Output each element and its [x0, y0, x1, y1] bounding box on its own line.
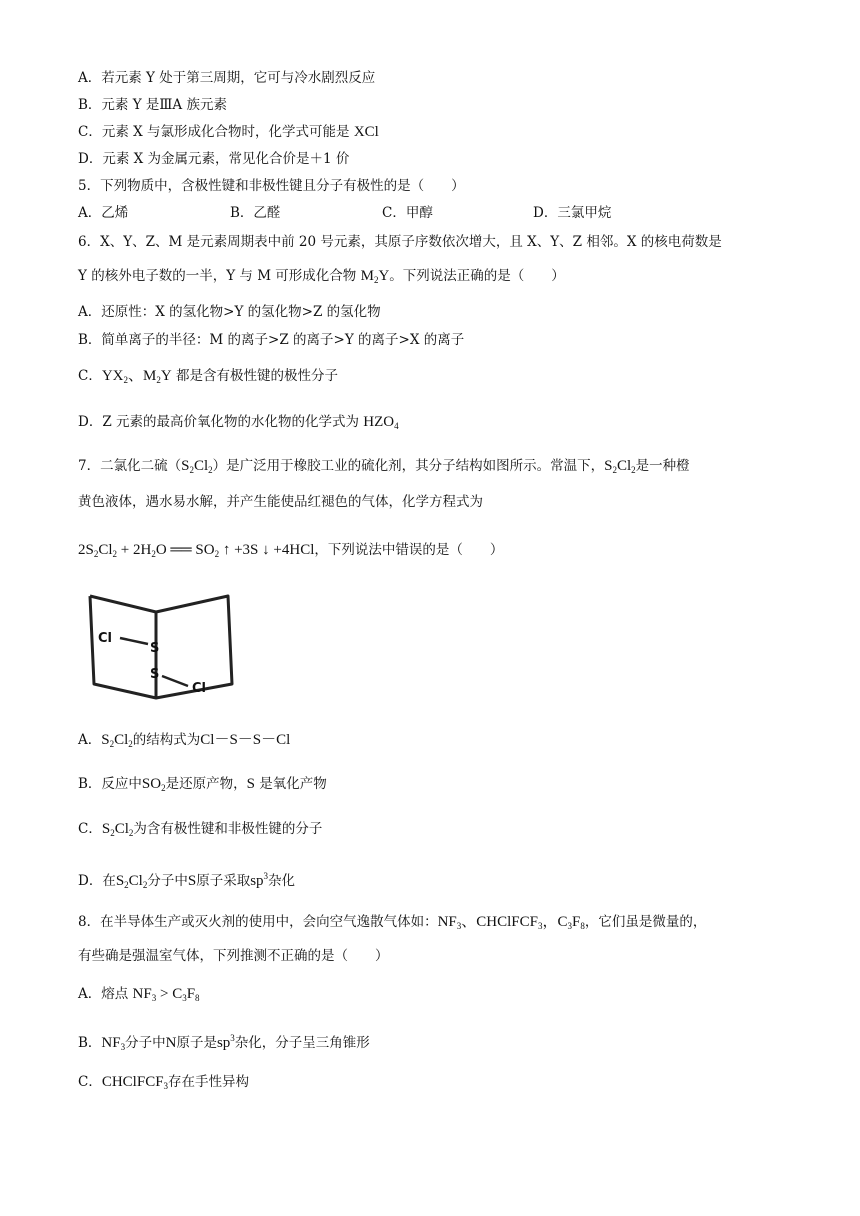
- q5-option-a: A．乙烯: [78, 205, 129, 221]
- q4-option-d: D．元素 X 为金属元素，常见化合价是＋1 价: [78, 151, 350, 167]
- q4-option-b: B．元素 Y 是ⅢA 族元素: [78, 97, 227, 113]
- q8-option-b: B．$NF_3$分子中N原子是$sp^3$杂化，分子呈三角锥形: [78, 1033, 370, 1052]
- q6-option-b: B．简单离子的半径：M 的离子>Z 的离子>Y 的离子>X 的离子: [78, 332, 465, 348]
- label-s-top: S: [150, 641, 160, 656]
- q7-option-b: B．反应中$SO_2$是还原产物，S 是氧化产物: [78, 776, 327, 793]
- q5-option-d: D．三氯甲烷: [533, 205, 612, 221]
- cl-s-bond-top: [120, 638, 148, 644]
- s2cl2-structure-figure: [80, 588, 240, 706]
- q5-option-c: C．甲醇: [382, 205, 433, 221]
- q7-equation: $2S_2Cl_2 + 2H_2O$ ══ $SO_2$ ↑ +3S ↓ +4HCl，下列说法中错误的是（ ）: [78, 542, 504, 559]
- label-cl-top: Cl: [98, 631, 112, 646]
- q6-stem-line2: Y 的核外电子数的一半，Y 与 M 可形成化合物 $M_2Y$。下列说法正确的是（ ）: [78, 268, 565, 285]
- q6-option-a: A．还原性：X 的氢化物>Y 的氢化物>Z 的氢化物: [78, 304, 381, 320]
- q6-option-c: C．$YX_2$、$M_2Y$ 都是含有极性键的极性分子: [78, 368, 338, 385]
- q4-option-c: C．元素 X 与氯形成化合物时，化学式可能是 XCl: [78, 124, 379, 140]
- q7-option-a: A．$S_2Cl_2$的结构式为Cl－S－S－Cl: [78, 732, 291, 749]
- q7-stem-line2: 黄色液体，遇水易水解，并产生能使品红褪色的气体，化学方程式为: [78, 494, 483, 510]
- q8-stem-line2: 有些确是强温室气体，下列推测不正确的是（ ）: [78, 948, 389, 964]
- q7-option-c: C．$S_2Cl_2$为含有极性键和非极性键的分子: [78, 821, 323, 838]
- q8-stem-line1: 8．在半导体生产或灭火剂的使用中，会向空气逸散气体如：$NF_3$、CHClFCF$_3$，$C_3F_8$，它们虽是微量的，: [78, 914, 707, 931]
- q8-option-a: A．熔点 $NF_3 > C_3F_8$: [78, 986, 200, 1003]
- q4-option-a: A．若元素 Y 处于第三周期，它可与冷水剧烈反应: [78, 70, 376, 86]
- q7-option-d: D．在$S_2Cl_2$分子中S原子采取$sp^3$杂化: [78, 871, 296, 890]
- q5-stem: 5．下列物质中，含极性键和非极性键且分子有极性的是（ ）: [78, 178, 465, 194]
- q6-stem-line1: 6．X、Y、Z、M 是元素周期表中前 20 号元素，其原子序数依次增大，且 X、Y、Z 相邻。X 的核电荷数是: [78, 234, 722, 250]
- s-cl-bond-bottom: [162, 676, 188, 686]
- q8-option-c: C．CHClFCF$_3$存在手性异构: [78, 1074, 250, 1091]
- label-s-bottom: S: [150, 667, 160, 682]
- q7-stem-line1: 7．二氯化二硫$(S_2Cl_2)$是广泛用于橡胶工业的硫化剂，其分子结构如图所示。常温下，$S_2Cl_2$是一种橙: [78, 458, 690, 475]
- label-cl-bottom: Cl: [192, 681, 206, 696]
- q6-option-d: D．Z 元素的最高价氧化物的水化物的化学式为 $HZO_4$: [78, 414, 399, 431]
- left-plane: [90, 596, 156, 698]
- q5-option-b: B．乙醛: [230, 205, 281, 221]
